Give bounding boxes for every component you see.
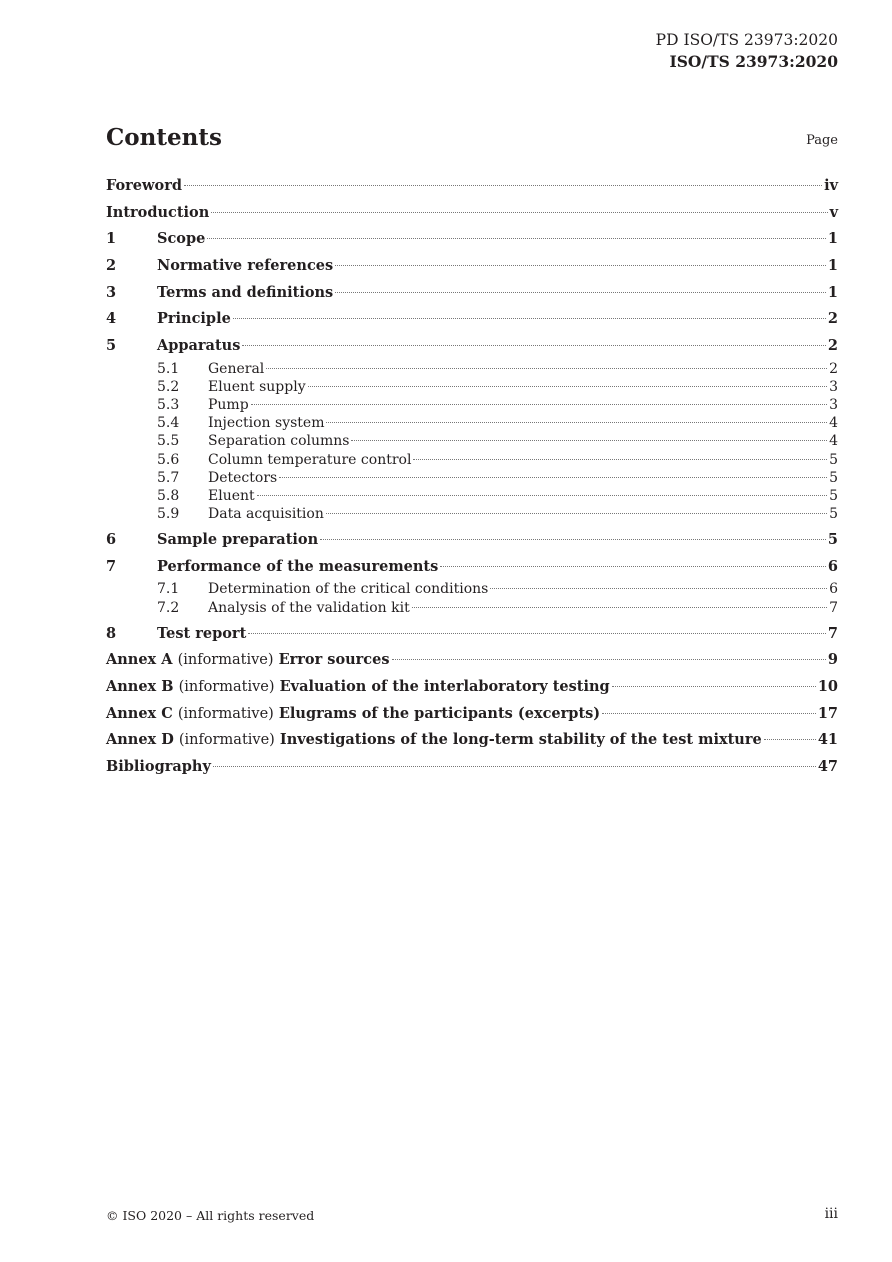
header-designation: PD ISO/TS 23973:2020 (655, 31, 838, 49)
annex-label (106, 674, 610, 701)
dot-leader (413, 458, 827, 460)
toc-subentry-page: 5 (829, 469, 838, 486)
toc-subentry-label: Determination of the critical conditions (208, 581, 489, 598)
toc-entry[interactable] (106, 253, 838, 280)
toc-subentry-label: Pump (208, 397, 249, 414)
annex-type: (informative) (177, 705, 274, 722)
page-column-label: Page (806, 133, 838, 148)
toc-annex-entry[interactable] (106, 647, 838, 674)
dot-leader (326, 512, 827, 514)
annex-title: Elugrams of the participants (excerpts) (278, 704, 601, 722)
annex-type: (informative) (177, 652, 274, 669)
toc-subentry-page: 3 (829, 397, 838, 414)
dot-leader (490, 587, 827, 589)
toc-entry-label: Principle (157, 310, 231, 328)
dot-leader (602, 712, 816, 714)
toc-entry-label: Foreword (106, 177, 182, 194)
toc-entry-label: Introduction (106, 203, 210, 221)
toc-subentry-page: 4 (829, 433, 838, 450)
toc-entry-page: 7 (827, 624, 838, 642)
header-standard-number: ISO/TS 23973:2020 (669, 52, 838, 71)
toc-entry[interactable] (106, 173, 838, 200)
toc-entry-page: 2 (827, 337, 838, 355)
dot-leader (248, 632, 826, 634)
annex-prefix: Annex A (106, 651, 173, 669)
toc-entry-label: Test report (157, 624, 247, 642)
toc-subentry[interactable] (106, 469, 838, 487)
toc-entry-page: 1 (827, 283, 838, 301)
toc-annex-entry[interactable] (106, 701, 838, 728)
dot-leader (184, 184, 822, 186)
toc-entry-number: 4 (106, 310, 117, 328)
toc-subentry-page: 5 (829, 487, 838, 504)
toc-subentry-number: 7.2 (157, 599, 180, 616)
toc-subentry-number: 5.7 (157, 469, 180, 486)
toc-entry-page: 10 (817, 678, 838, 696)
toc-subentry-label: Data acquisition (208, 505, 324, 522)
toc-subentry-number: 5.6 (157, 451, 180, 468)
copyright-notice: © ISO 2020 – All rights reserved (106, 1208, 315, 1223)
dot-leader (211, 211, 827, 213)
dot-leader (213, 765, 816, 767)
dot-leader (326, 421, 827, 423)
toc-subentry-label: Separation columns (208, 433, 350, 450)
dot-leader (335, 264, 826, 266)
toc-subentry[interactable] (106, 414, 838, 432)
dot-leader (440, 565, 826, 567)
toc-entry-number: 7 (106, 557, 117, 575)
toc-subentry-label: Column temperature control (208, 451, 412, 468)
toc-entry[interactable] (106, 554, 838, 581)
toc-entry[interactable] (106, 306, 838, 333)
annex-prefix: Annex B (106, 678, 174, 696)
toc-subentry-page: 4 (829, 415, 838, 432)
toc-entry-number: 5 (106, 337, 117, 355)
toc-subentry-number: 5.8 (157, 487, 180, 504)
dot-leader (251, 403, 827, 405)
toc-subentry[interactable] (106, 396, 838, 414)
toc-subentry-number: 5.3 (157, 397, 180, 414)
table-of-contents (106, 173, 838, 781)
toc-entry-label: Normative references (157, 257, 334, 275)
toc-entry-page: 1 (827, 230, 838, 248)
dot-leader (266, 367, 827, 369)
bibliography-label: Bibliography (106, 758, 211, 776)
annex-type: (informative) (178, 732, 275, 749)
toc-entry-number: 3 (106, 283, 117, 301)
toc-subentry[interactable] (106, 378, 838, 396)
toc-subentry-number: 5.5 (157, 433, 180, 450)
contents-title: Contents (106, 124, 222, 151)
toc-entry-number: 8 (106, 624, 117, 642)
toc-subentry-number: 5.4 (157, 415, 180, 432)
toc-subentry-number: 5.1 (157, 360, 180, 377)
toc-subentry-page: 5 (829, 451, 838, 468)
toc-subentry-page: 5 (829, 505, 838, 522)
toc-bibliography-entry[interactable] (106, 754, 838, 781)
toc-entry-page: 1 (827, 257, 838, 275)
toc-entry-label: Sample preparation (157, 531, 319, 549)
dot-leader (412, 606, 827, 608)
annex-prefix: Annex D (106, 731, 174, 749)
toc-annex-entry[interactable] (106, 727, 838, 754)
toc-entry-page: iv (824, 177, 838, 194)
toc-entry-page: 5 (827, 531, 838, 549)
toc-entry-label: Apparatus (157, 337, 241, 355)
toc-entry-label: Scope (157, 230, 206, 248)
toc-entry[interactable] (106, 333, 838, 360)
toc-subentry-number: 7.1 (157, 581, 180, 598)
toc-entry-page: 41 (817, 731, 838, 749)
toc-entry[interactable] (106, 200, 838, 227)
toc-entry[interactable] (106, 280, 838, 307)
annex-type: (informative) (178, 679, 275, 696)
toc-annex-entry[interactable] (106, 674, 838, 701)
dot-leader (233, 317, 826, 319)
toc-subentry[interactable] (106, 505, 838, 523)
toc-subentry-number: 5.2 (157, 378, 180, 395)
toc-subentry[interactable] (106, 451, 838, 469)
page-number: iii (824, 1206, 838, 1222)
dot-leader (207, 237, 826, 239)
toc-entry-label: Terms and definitions (157, 283, 334, 301)
annex-title: Error sources (278, 651, 390, 669)
annex-title: Evaluation of the interlaboratory testing (279, 678, 610, 696)
toc-entry-label: Performance of the measurements (157, 557, 439, 575)
toc-subentry[interactable] (106, 599, 838, 617)
annex-label (106, 727, 762, 754)
annex-label (106, 647, 390, 674)
toc-subentry-label: Analysis of the validation kit (208, 599, 410, 616)
toc-entry-page: 9 (827, 651, 838, 669)
toc-subentry-page: 3 (829, 378, 838, 395)
toc-subentry-label: Detectors (208, 469, 278, 486)
dot-leader (242, 344, 826, 346)
toc-subentry[interactable] (106, 487, 838, 505)
dot-leader (320, 538, 826, 540)
annex-prefix: Annex C (106, 704, 173, 722)
toc-subentry-label: Injection system (208, 415, 325, 432)
dot-leader (392, 658, 826, 660)
toc-entry[interactable] (106, 621, 838, 648)
dot-leader (612, 685, 816, 687)
dot-leader (335, 291, 826, 293)
toc-entry-page: v (829, 203, 838, 221)
toc-entry-page: 17 (817, 704, 838, 722)
dot-leader (257, 494, 827, 496)
toc-subentry[interactable] (106, 360, 838, 378)
document-header (656, 30, 838, 72)
toc-subentry-number: 5.9 (157, 505, 180, 522)
toc-entry-page: 2 (827, 310, 838, 328)
toc-entry[interactable] (106, 226, 838, 253)
annex-label (106, 701, 600, 728)
toc-subentry-page: 2 (829, 360, 838, 377)
toc-subentry-label: Eluent (208, 487, 255, 504)
annex-title: Investigations of the long-term stability of the test mixture (279, 731, 762, 749)
toc-entry-number: 6 (106, 531, 117, 549)
dot-leader (351, 439, 827, 441)
toc-subentry-page: 6 (829, 581, 838, 598)
toc-subentry[interactable] (106, 432, 838, 450)
toc-entry-page: 47 (817, 758, 838, 776)
dot-leader (764, 738, 816, 740)
toc-entry-number: 1 (106, 230, 117, 248)
toc-entry-page: 6 (827, 557, 838, 575)
toc-subentry-label: Eluent supply (208, 378, 306, 395)
toc-entry-number: 2 (106, 257, 117, 275)
toc-subentry[interactable] (106, 580, 838, 598)
dot-leader (308, 385, 827, 387)
dot-leader (279, 476, 827, 478)
toc-entry[interactable] (106, 527, 838, 554)
toc-subentry-label: General (208, 360, 265, 377)
toc-subentry-page: 7 (829, 599, 838, 616)
